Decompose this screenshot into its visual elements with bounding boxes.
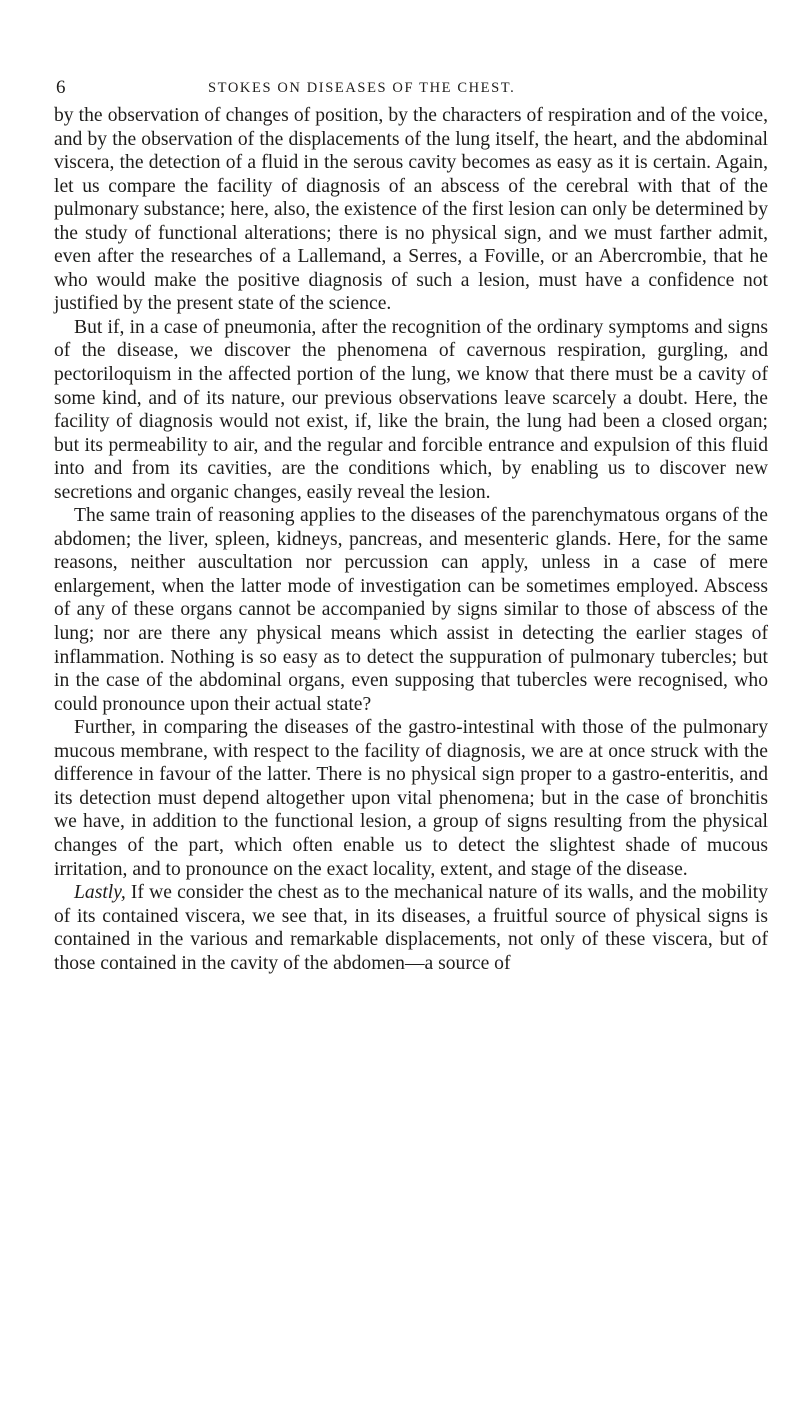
paragraph-4-text: Further, in comparing the diseases of the gastro-intestinal with those of the pulmonary mucous membrane, with respect to the facility of diagnosis, we are at once struck with the difference in favour of the latter. There is no physical sign proper to a gastro-enteritis, and its detection must depend altogether upon vital phenomena; but in the case of bronchitis we have, in addition to the functional lesion, a group of signs resulting from the physical changes of the part, which often enable us to detect the slightest shade of mucous irritation, and to pronounce on the exact locality, extent, and stage of the disease. (54, 717, 768, 880)
paragraph-4 (54, 716, 768, 881)
paragraph-3-text: The same train of reasoning applies to the diseases of the parenchymatous organs of the abdomen; the liver, spleen, kidneys, pancreas, and mesenteric glands. Here, for the same reasons, neither auscultation nor percussion can apply, unless in a case of mere enlargement, when the latter mode of investigation can be sometimes employed. Abscess of any of these organs cannot be accompanied by signs similar to those of abscess of the lung; nor are there any physical means which assist in detecting the earlier stages of inflammation. Nothing is so easy as to detect the suppuration of pulmonary tubercles; but in the case of the abdominal organs, even supposing that tubercles were recognised, who could pronounce upon their actual state? (54, 505, 768, 715)
paragraph-2 (54, 316, 768, 504)
paragraph-5-lead: Lastly, (74, 882, 126, 904)
paragraph-5 (54, 881, 768, 975)
paragraph-1 (54, 104, 768, 316)
running-title: STOKES ON DISEASES OF THE CHEST. (208, 80, 516, 96)
body-text (54, 104, 768, 975)
paragraph-5-text: If we consider the chest as to the mechanical nature of its walls, and the mobility of its contained viscera, we see that, in its diseases, a fruitful source of physical signs is contained in the various and remarkable displacements, not only of these viscera, but of those contained in the cavity of the abdomen—a source of (54, 882, 768, 974)
paragraph-3 (54, 504, 768, 716)
running-head (56, 76, 756, 100)
page-number: 6 (56, 77, 66, 98)
paragraph-1-text: by the observation of changes of position, by the characters of respiration and of the voice, and by the observation of the displacements of the lung itself, the heart, and the abdominal viscera, the detection of a fluid in the serous cavity becomes as easy as it is certain. Again, let us compare the facility of diagnosis of an abscess of the cerebral with that of the pulmonary substance; here, also, the existence of the first lesion can only be determined by the study of functional alterations; there is no physical sign, and we must farther admit, even after the researches of a Lallemand, a Serres, a Foville, or an Abercrombie, that he who would make the positive diagnosis of such a lesion, must have a confidence not justified by the present state of the science. (54, 105, 768, 315)
paragraph-2-text: But if, in a case of pneumonia, after the recognition of the ordinary symptoms and signs of the disease, we discover the phenomena of cavernous respiration, gurgling, and pectoriloquism in the affected portion of the lung, we know that there must be a cavity of some kind, and of its nature, our previous observations leave scarcely a doubt. Here, the facility of diagnosis would not exist, if, like the brain, the lung had been a closed organ; but its permeability to air, and the regular and forcible entrance and expulsion of this fluid into and from its cavities, are the conditions which, by enabling us to discover new secretions and organic changes, easily reveal the lesion. (54, 316, 768, 503)
